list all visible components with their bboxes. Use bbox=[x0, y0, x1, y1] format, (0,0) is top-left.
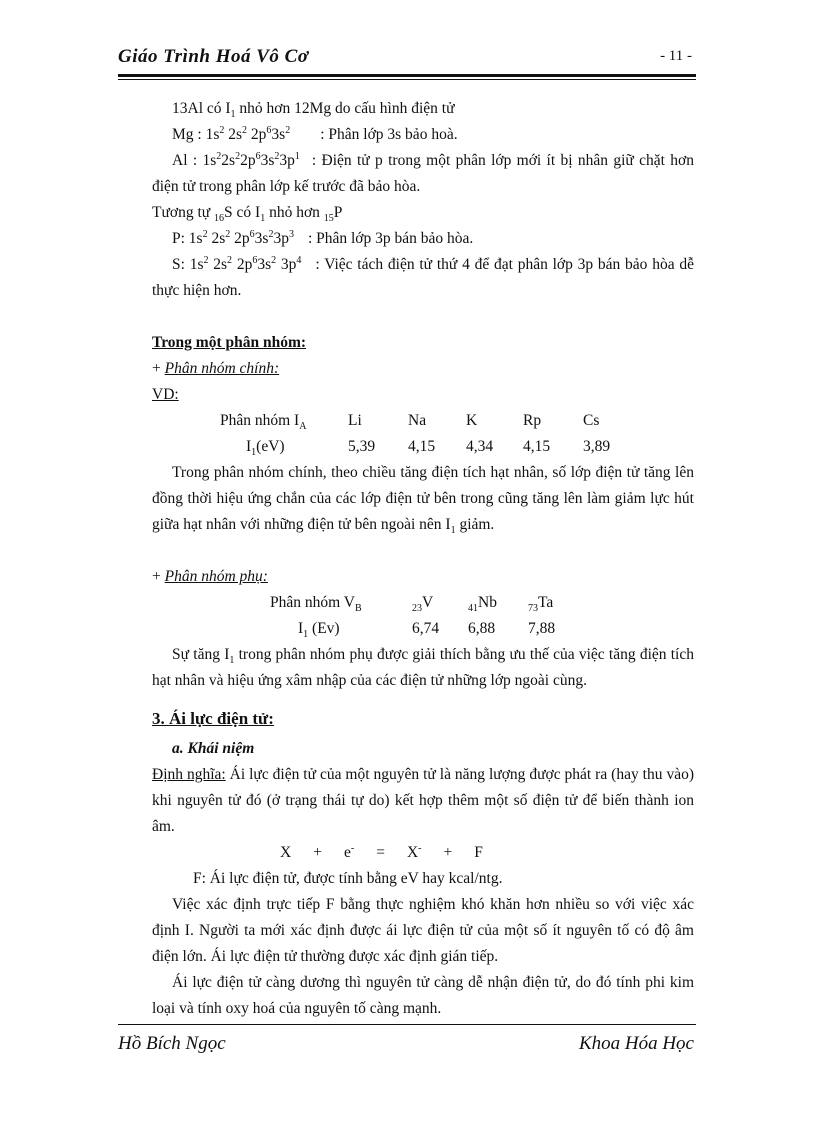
table-row-label: Phân nhóm $V_B$ bbox=[270, 594, 362, 615]
table-cell: K bbox=[466, 412, 478, 429]
table-row bbox=[270, 590, 578, 616]
footer-rule bbox=[118, 1024, 696, 1025]
page-header bbox=[118, 46, 696, 72]
sub-group-table bbox=[270, 590, 578, 642]
table-row-label: $I_1$ (Ev) bbox=[298, 620, 340, 641]
table-cell: 4,34 bbox=[466, 438, 494, 455]
sub-group-heading: + Phân nhóm phụ: bbox=[152, 568, 268, 585]
section-subgroup-title: Trong một phân nhóm: bbox=[152, 334, 307, 351]
sub-group-paragraph: Sự tăng $I_1$ trong phân nhóm phụ được giải thích bằng ưu thế của việc tăng điện tích hạt nhân và hiệu ứng xâm nhập của các điện tử những lớp ngoài cùng. bbox=[152, 646, 694, 689]
mg-config: Mg : $1s^2$ $2s^2$ $2p^63s^2$ : Phân lớp 3s bảo hoà. bbox=[172, 124, 458, 143]
al-config: Al : $1s^22s^22p^63s^23p^1$ : Điện tử p trong một phân lớp mới ít bị nhân giữ chặt hơn điện tử trong phân lớp kế trước đã bảo hòa. bbox=[152, 150, 694, 195]
footer-author: Hồ Bích Ngọc bbox=[118, 1033, 226, 1054]
header-title: Giáo Trình Hoá Vô Cơ bbox=[118, 46, 309, 67]
table-cell: 4,15 bbox=[523, 438, 551, 455]
header-rule bbox=[118, 74, 696, 80]
affinity-paragraph: Ái lực điện tử càng dương thì nguyên tử càng dễ nhận điện tử, do đó tính phi kim loại và tính oxy hoá của nguyên tố càng mạnh. bbox=[152, 974, 694, 1017]
section-heading-electron-affinity: 3. Ái lực điện tử: bbox=[152, 709, 274, 728]
page-body bbox=[152, 96, 694, 1022]
equation: X + e- = X- + F bbox=[280, 842, 483, 861]
main-group-table bbox=[220, 408, 623, 460]
f-definition: F: Ái lực điện tử, được tính bằng eV hay kcal/ntg. bbox=[193, 870, 503, 887]
table-row bbox=[270, 616, 578, 642]
p-config: P: $1s^2$ $2s^2$ $2p^63s^23p^3$ : Phân lớp 3p bán bảo hòa. bbox=[172, 228, 474, 247]
table-cell: Rp bbox=[523, 412, 542, 429]
measurement-paragraph: Việc xác định trực tiếp F bằng thực nghiệm khó khăn hơn nhiều so với việc xác định I. Người ta mới xác định được ái lực điện tử của một số ít nguyên tố có độ âm điện lớn. Ái lực điện tử thường được xác định gián tiếp. bbox=[152, 896, 694, 965]
s-p-intro: Tương tự $_{16}$S có $I_1$ nhỏ hơn $_{15}$P bbox=[152, 204, 343, 225]
table-row bbox=[220, 408, 623, 434]
table-cell: Li bbox=[348, 412, 362, 429]
table-cell: Cs bbox=[583, 412, 600, 429]
definition-paragraph: Định nghĩa: Ái lực điện tử của một nguyên tử là năng lượng được phát ra (hay thu vào) khi nguyên tử đó (ở trạng thái tự do) kết hợp thêm một số điện tử để biến thành ion âm. bbox=[152, 766, 694, 835]
main-group-heading: + Phân nhóm chính: bbox=[152, 360, 280, 377]
example-label: VD: bbox=[152, 386, 179, 403]
table-cell: 4,15 bbox=[408, 438, 436, 455]
table-cell: 6,74 bbox=[412, 620, 440, 637]
table-cell: Na bbox=[408, 412, 427, 429]
footer-department: Khoa Hóa Học bbox=[578, 1033, 694, 1054]
al-mg-intro: 13Al có $I_1$ nhỏ hơn 12Mg do cấu hình điện tử bbox=[172, 100, 455, 121]
table-cell: 7,88 bbox=[528, 620, 556, 637]
s-config: S: $1s^2$ $2s^2$ $2p^63s^2$ $3p^4$ : Việc tách điện tử thứ 4 để đạt phân lớp 3p bán bảo hòa dễ thực hiện hơn. bbox=[152, 254, 694, 299]
table-cell: $_{41}$Nb bbox=[468, 594, 497, 615]
table-cell: $_{23}$V bbox=[412, 594, 434, 615]
table-cell: 6,88 bbox=[468, 620, 496, 637]
table-row-label: Phân nhóm $I_A$ bbox=[220, 412, 307, 433]
table-cell: 5,39 bbox=[348, 438, 376, 455]
table-row bbox=[220, 434, 623, 460]
table-row-label: $I_1(eV)$ bbox=[246, 438, 285, 459]
main-group-paragraph: Trong phân nhóm chính, theo chiều tăng điện tích hạt nhân, số lớp điện tử tăng lên đồng thời hiệu ứng chắn của các lớp điện tử bên trong cũng tăng lên làm giảm lực hút giữa hạt nhân với những điện tử bên ngoài nên $I_1$ giảm. bbox=[152, 464, 694, 537]
subsection-heading-concept: a. Khái niệm bbox=[172, 740, 255, 757]
page-number: - 11 - bbox=[660, 48, 692, 64]
table-cell: 3,89 bbox=[583, 438, 611, 455]
table-cell: $_{73}$Ta bbox=[528, 594, 554, 615]
